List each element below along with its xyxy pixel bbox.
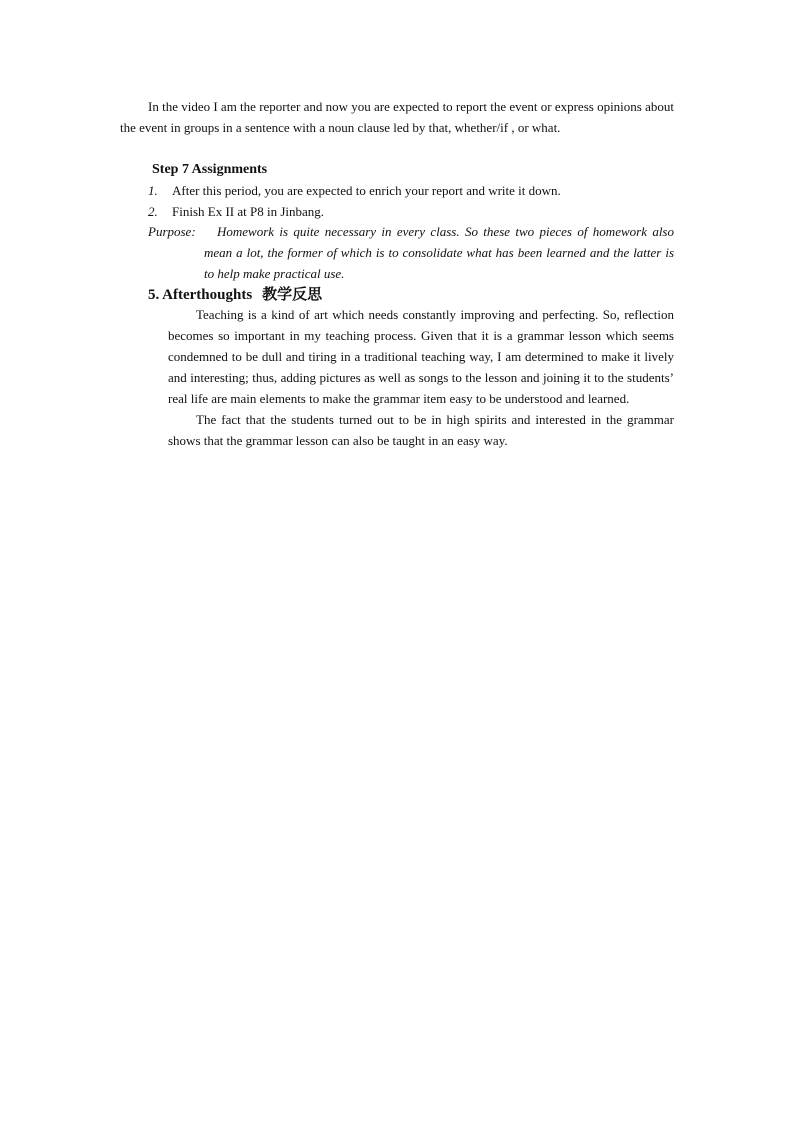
purpose-text: Homework is quite necessary in every class. So these two pieces of homework also mean a lot, the former of which is to consolidate what has been learned and the latter is to help make practical use. (204, 224, 674, 281)
purpose-label: Purpose: (148, 224, 196, 239)
reflection-section (168, 304, 674, 451)
reflection-paragraph: Teaching is a kind of art which needs constantly improving and perfecting. So, reflection becomes so important in my teaching process. Given that it is a grammar lesson which seems condemned to be dull and tiring in a traditional teaching way, I am determined to make it lively and interesting; thus, adding pictures as well as songs to the lesson and joining it to the students’ real life are main elements to make the grammar item easy to be understood and learned. (168, 307, 674, 406)
assignment-text: Finish Ex II at P8 in Jinbang. (172, 204, 325, 219)
purpose-block (148, 221, 674, 284)
assignment-number: 2. (148, 204, 158, 219)
step7-heading: Step 7 Assignments (152, 162, 268, 177)
afterthoughts-title: 5. Afterthoughts (148, 287, 253, 303)
assignment-item (120, 201, 680, 222)
reflection-paragraph: The fact that the students turned out to be in high spirits and interested in the grammar shows that the grammar lesson can also be taught in an easy way. (168, 412, 674, 448)
assignment-list (120, 180, 680, 222)
afterthoughts-heading (148, 283, 322, 306)
assignment-number: 1. (148, 183, 158, 198)
assignment-text: After this period, you are expected to enrich your report and write it down. (172, 183, 561, 198)
afterthoughts-title-chinese: 教学反思 (262, 285, 323, 303)
intro-paragraph: In the video I am the reporter and now you are expected to report the event or express opinions about the event in groups in a sentence with a noun clause led by that, whether/if , or what. (120, 99, 674, 135)
assignment-item (120, 180, 680, 201)
